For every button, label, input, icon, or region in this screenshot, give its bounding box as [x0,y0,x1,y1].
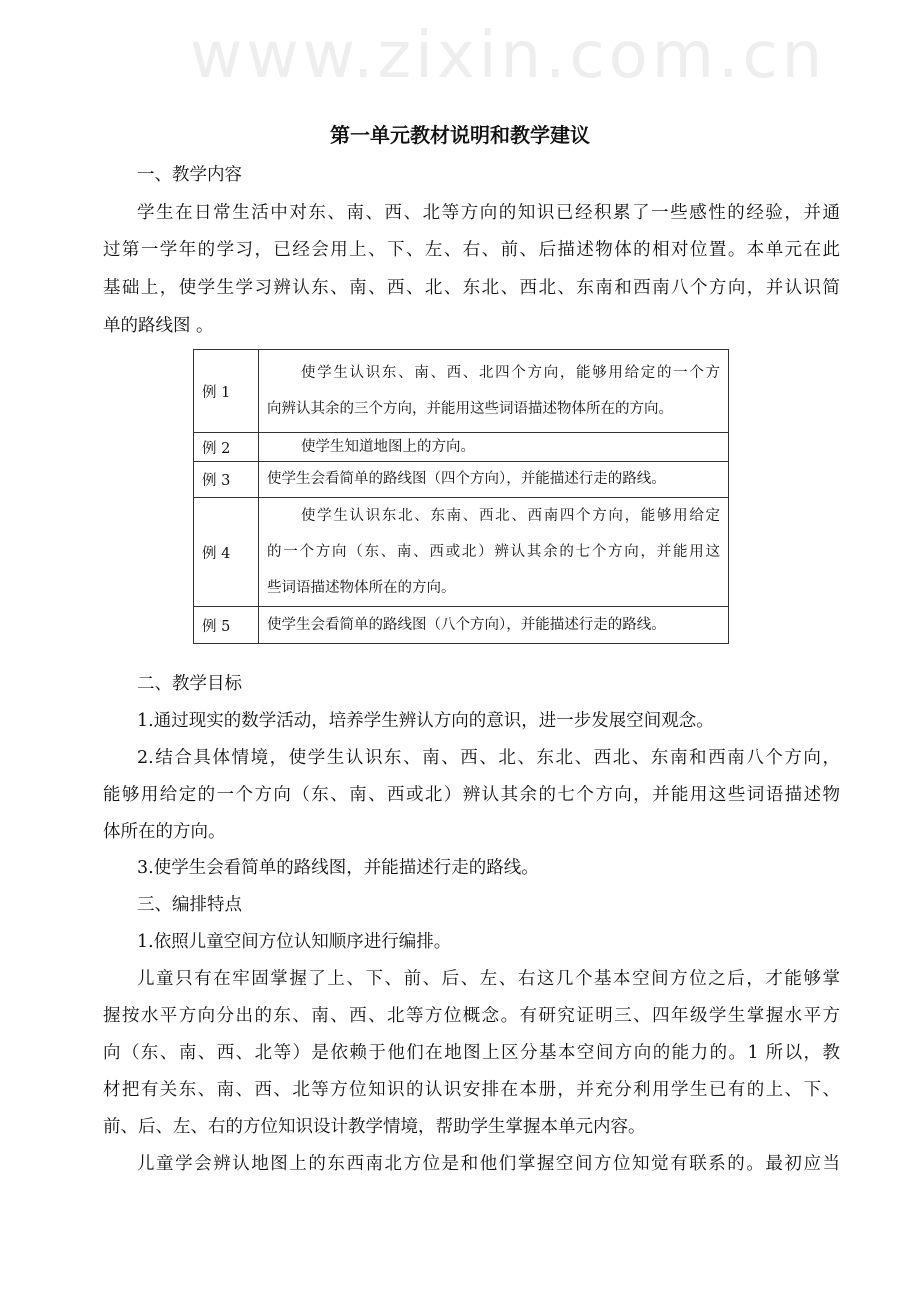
table-row [194,498,729,607]
cell-line: 使学生会看简单的路线图（四个方向），并能描述行走的路线。 [267,471,666,487]
cell-line: 使学生认识东、南、西、北四个方向，能够用给定的一个方 [301,365,720,381]
cell-line: 使学生会看简单的路线图（八个方向），并能描述行走的路线。 [267,617,666,633]
example-description [259,350,729,433]
goal-item-line: 体所在的方向。 [103,821,226,842]
paragraph-line: 儿童学会辨认地图上的东西南北方位是和他们掌握空间方位知觉有联系的。最初应当 [137,1153,840,1174]
cell-line: 使学生知道地图上的方向。 [301,438,475,455]
paragraph-line: 前、后、左、右的方位知识设计教学情境，帮助学生掌握本单元内容。 [103,1116,646,1137]
example-description [259,607,729,644]
paragraph-line: 单的路线图 。 [103,315,214,336]
table-row [194,607,729,644]
cell-line: 使学生认识东北、东南、西北、西南四个方向，能够用给定 [301,508,720,524]
section-heading: 三、编排特点 [137,895,242,916]
paragraph-line: 向（东、南、西、北等）是依赖于他们在地图上区分基本空间方向的能力的。1 所以，教 [103,1042,840,1063]
goal-item-line: 2.结合具体情境，使学生认识东、南、西、北、东北、西北、东南和西南八个方向， [137,747,840,768]
paragraph-line: 握按水平方向分出的东、南、西、北等方位概念。有研究证明三、四年级学生掌握水平方 [103,1006,840,1027]
paragraph-line: 材把有关东、南、西、北等方位知识的认识安排在本册，并充分利用学生已有的上、下、 [103,1079,840,1100]
examples-table [193,349,729,644]
cell-line: 向辨认其余的三个方向，并能用这些词语描述物体所在的方向。 [267,401,673,417]
section-heading: 二、教学目标 [137,674,242,694]
example-label: 例 4 [194,498,259,607]
goal-item: 3.使学生会看简单的路线图，并能描述行走的路线。 [137,858,539,879]
section-heading: 一、教学内容 [137,165,242,185]
example-description [259,433,729,462]
example-label: 例 2 [194,433,259,462]
paragraph-line: 基础上，使学生学习辨认东、南、西、北、东北、西北、东南和西南八个方向，并认识简 [103,278,840,299]
section-teaching-content [103,157,840,345]
sections-goals-and-features [103,666,840,1182]
example-description [259,498,729,607]
feature-item: 1.依照儿童空间方位认知顺序进行编排。 [137,932,452,953]
example-label: 例 3 [194,462,259,498]
goal-item: 1.通过现实的数学活动，培养学生辨认方向的意识，进一步发展空间观念。 [137,710,714,731]
paragraph-line: 学生在日常生活中对东、南、西、北等方向的知识已经积累了一些感性的经验，并通 [137,202,840,223]
cell-line: 的一个方向（东、南、西或北）辨认其余的七个方向，并能用这 [267,544,720,560]
cell-line: 些词语描述物体所在的方向。 [267,580,456,596]
paragraph-line: 过第一学年的学习，已经会用上、下、左、右、前、后描述物体的相对位置。本单元在此 [103,240,840,261]
example-label: 例 5 [194,607,259,644]
example-label: 例 1 [194,350,259,433]
paragraph-line: 儿童只有在牢固掌握了上、下、前、后、左、右这几个基本空间方位之后，才能够掌 [137,969,840,990]
goal-item-line: 能够用给定的一个方向（东、南、西或北）辨认其余的七个方向，并能用这些词语描述物 [103,784,840,805]
table-row [194,462,729,498]
table-row [194,433,729,462]
table-row [194,350,729,433]
watermark: www.zixin.com.cn [190,19,827,93]
example-description [259,462,729,498]
document-title: 第一单元教材说明和教学建议 [330,123,590,147]
